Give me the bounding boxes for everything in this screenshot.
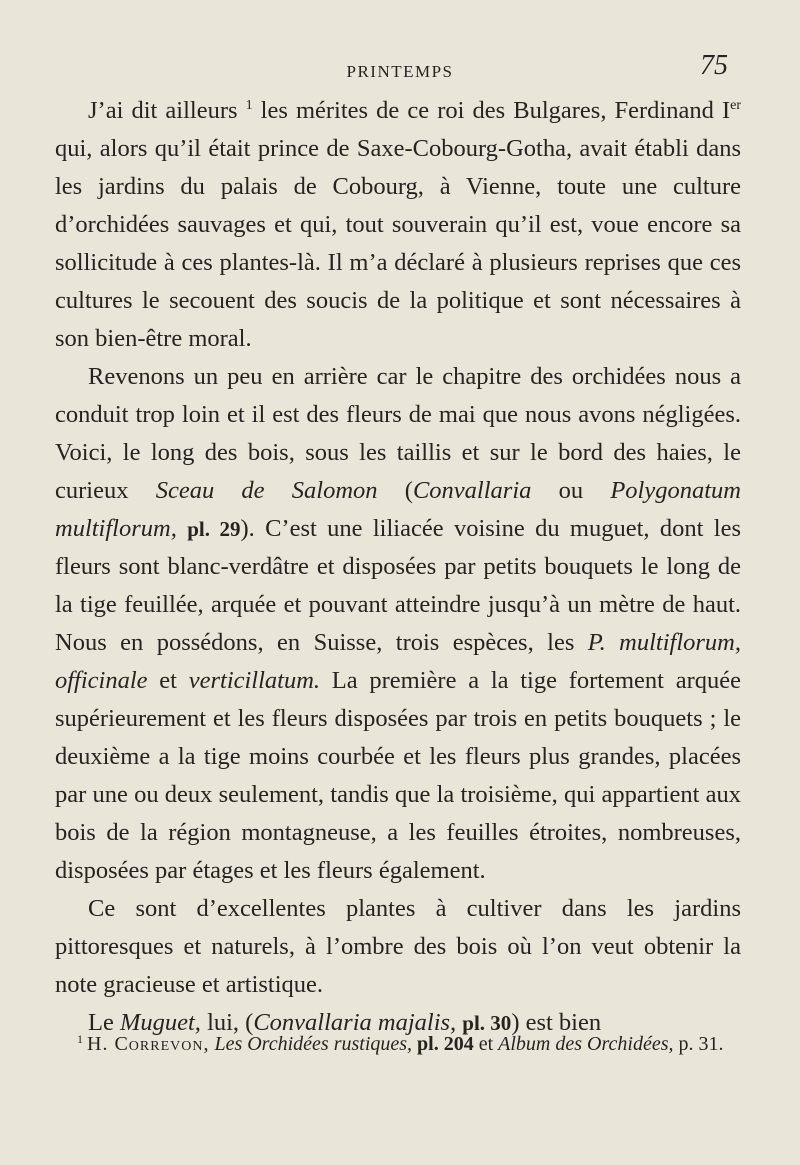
italic-term: Sceau de Salomon: [155, 477, 378, 504]
text-span: et: [147, 667, 189, 694]
italic-term: P. multiflorum, officinale: [55, 629, 741, 694]
text-span: (: [377, 477, 413, 504]
text-span: ). C’est une liliacée voisine du muguet, dont les fleurs sont blanc-verdâtre et disposées par petits bouquets le long de la tige feuillée, arquée et pouvant atteindre jusqu’à un mètre de haut. Nous en possédons, en Suisse, trois espèces, les: [55, 515, 742, 656]
italic-term: Convallaria majalis,: [253, 1009, 457, 1036]
text-span: [177, 515, 187, 542]
plate-reference: pl. 29: [187, 517, 241, 541]
plate-reference: pl. 204: [417, 1033, 474, 1055]
text-span: J’ai dit ailleurs: [88, 97, 246, 124]
paragraph-2: [55, 358, 741, 890]
text-span: les mérites de ce roi des Bulgares, Ferdinand I: [252, 97, 731, 124]
paragraph-1: [55, 92, 741, 358]
footnote-reference: 1: [245, 98, 253, 113]
plate-reference: pl. 30: [462, 1011, 512, 1035]
text-span: Le: [88, 1009, 120, 1036]
running-title: PRINTEMPS: [346, 62, 454, 81]
italic-term: verticillatum.: [188, 667, 321, 694]
text-span: Revenons un peu en arrière car le chapitre des orchidées nous a conduit trop loin et il est des fleurs de mai que nous avons négligées. Voici, le long des bois, sous les taillis et sur le bord des haies, le curieux: [55, 363, 741, 504]
footnote: [55, 1029, 741, 1060]
text-span: La première a la tige fortement arquée supérieurement et les fleurs disposées par trois en petits bouquets ; le deuxième a la tige moins courbée et les fleurs plus grandes, placées par une ou deux seulement, tandis que la troisième, qui appartient aux bois de la région montagneuse, a les feuilles étroites, nombreuses, disposées par étages et les fleurs également.: [55, 667, 741, 884]
text-span: ou: [531, 477, 611, 504]
italic-term: Polygonatum multiflorum,: [55, 477, 741, 542]
text-span: et: [473, 1033, 499, 1055]
footnote-number: 1: [77, 1032, 83, 1046]
text-span: qui, alors qu’il était prince de Saxe-Cobourg-Gotha, avait établi dans les jardins du palais de Cobourg, à Vienne, toute une culture d’orchidées sauvages et qui, tout souverain qu’il est, voue encore sa sollicitude à ces plantes-là. Il m’a déclaré à plusieurs reprises que ces cultures le secouent des soucis de la politique et sont nécessaires à son bien-être moral.: [55, 135, 741, 352]
text-span: p. 31.: [673, 1033, 724, 1055]
text-span: lui, (: [200, 1009, 254, 1036]
italic-title: Album des Orchidées,: [498, 1033, 674, 1055]
body-text: [55, 92, 741, 1042]
italic-title: Les Orchidées rustiques,: [214, 1033, 413, 1055]
italic-term: Convallaria: [412, 477, 532, 504]
italic-term: Muguet,: [119, 1009, 201, 1036]
footnote-author: H. Correvon,: [87, 1033, 210, 1055]
page-number: 75: [700, 50, 728, 81]
paragraph-3: Ce sont d’excellentes plantes à cultiver dans les jardins pittoresques et naturels, à l’ombre des bois où l’on veut obtenir la note gracieuse et artistique.: [55, 895, 741, 998]
text-span: ) est bien: [511, 1009, 602, 1036]
superscript: er: [730, 98, 741, 113]
